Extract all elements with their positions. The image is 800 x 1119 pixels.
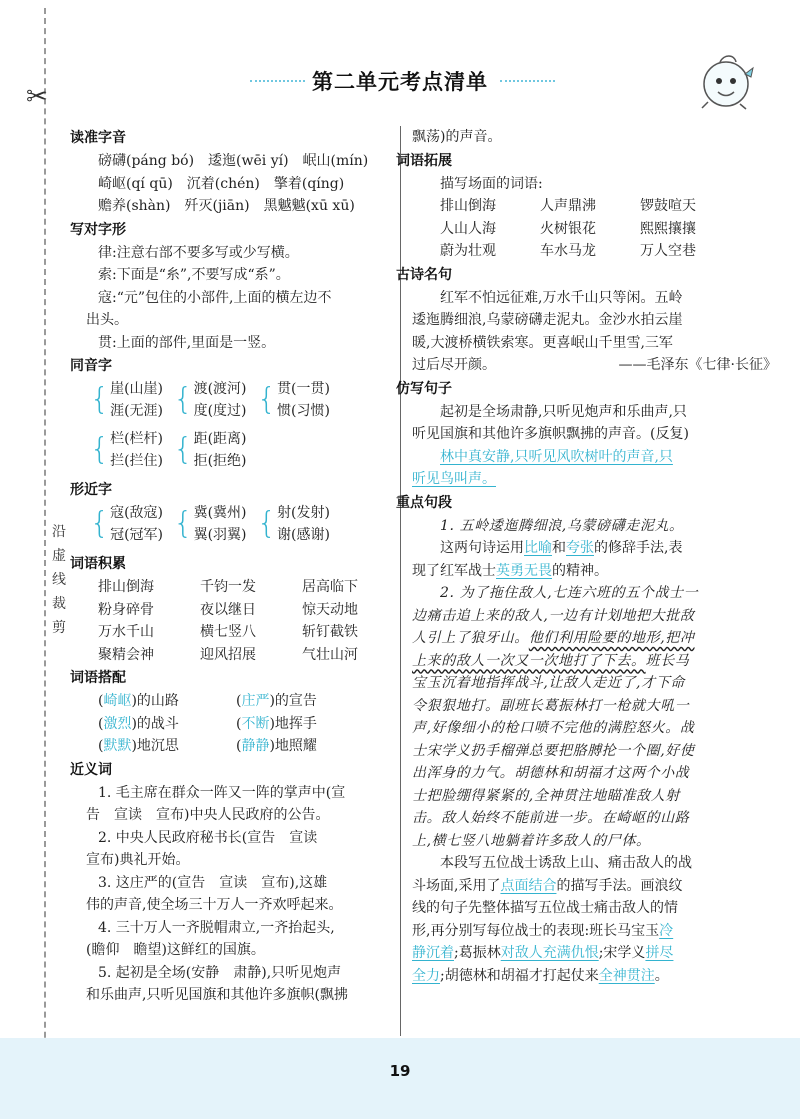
imitation-answer: 听见鸟叫声。 (412, 471, 496, 487)
homophone-pair: {距(距离) 拒(拒绝) (173, 431, 247, 469)
key-passage: 2. 为了拖住敌人,七连六班的五个战士一 (440, 585, 699, 601)
pronunciation-line: 崎岖(qí qū) 沉着(chén) 擎着(qíng) (98, 175, 345, 192)
imitation-line: 听见国旗和其他许多旗帜飘拂的声音。(反复) (412, 426, 689, 442)
key-analysis: 全力;胡德林和胡福才打起仗来全神贯注。 (412, 967, 669, 984)
key-passage: 士宋学义扔手榴弹总要把胳膊抡一个圈,好使 (412, 742, 695, 759)
vocab-row: 排山倒海 千钧一发 居高临下 (98, 579, 358, 595)
key-passage: 上,横七竖八地躺着许多敌人的尸体。 (412, 832, 651, 849)
key-passage: 人引上了狼牙山。他们利用险要的地形,把冲 (412, 630, 695, 646)
homophone-pair: {崖(山崖) 涯(无涯) (90, 381, 164, 419)
section-title: 词语拓展 (396, 152, 452, 169)
key-analysis: 这两句诗运用比喻和夸张的修辞手法,表 (440, 540, 683, 556)
poem-line: 红军不怕远征难,万水千山只等闲。五岭 (440, 289, 683, 306)
key-analysis: 现了红军战士英勇无畏的精神。 (412, 562, 608, 579)
similar-char-pair: {冀(冀州) 翼(羽翼) (173, 505, 247, 543)
section-title: 写对字形 (70, 221, 126, 238)
similar-char-row (86, 502, 394, 548)
synonym-line: 2. 中央人民政府秘书长(宣告 宣读 (98, 829, 318, 846)
synonym-line: 宣布)典礼开始。 (86, 852, 190, 868)
homophone-row (86, 378, 394, 424)
key-analysis: 本段写五位战士诱敌上山、痛击敌人的战 (440, 855, 692, 871)
section-title: 读准字音 (70, 130, 126, 146)
page-number: 19 (389, 1062, 411, 1080)
homophone-pair: {渡(渡河) 度(度过) (173, 381, 247, 419)
vocab-row: 聚精会神 迎风招展 气壮山河 (98, 646, 358, 663)
homophone-pair: {栏(栏杆) 拦(拦住) (90, 431, 164, 469)
continued-text: 飘荡)的声音。 (412, 129, 502, 145)
page-title: 第二单元考点清单 (312, 70, 488, 94)
header-dots-left (250, 80, 305, 82)
collocation-row: (激烈)的战斗 (不断)地挥手 (98, 715, 317, 732)
vocab-intro: 描写场面的词语: (440, 175, 543, 192)
vocab-row: 排山倒海 人声鼎沸 锣鼓喧天 (440, 198, 696, 214)
synonym-line: 伟的声音,使全场三十万人一齐欢呼起来。 (86, 897, 343, 913)
similar-char-pair: {寇(敌寇) 冠(冠军) (90, 505, 164, 543)
header (250, 62, 550, 102)
cut-line (44, 8, 46, 1108)
vocab-row: 万水千山 横七竖八 斩钉截铁 (98, 624, 358, 640)
vocab-row: 粉身碎骨 夜以继日 惊天动地 (98, 601, 358, 618)
collocation-row: (崎岖)的山路 (庄严)的宣告 (98, 693, 317, 709)
section-title: 词语积累 (70, 556, 126, 572)
key-analysis: 形,再分别写每位战士的表现:班长马宝玉冷 (412, 922, 674, 939)
key-passage: 击。敌人始终不能前进一步。在崎岖的山路 (412, 810, 690, 826)
homophone-pair: {贯(一贯) 惯(习惯) (256, 381, 330, 419)
vocab-row: 蔚为壮观 车水马龙 万人空巷 (440, 243, 696, 259)
synonym-line: 1. 毛主席在群众一阵又一阵的掌声中(宣 (98, 784, 346, 801)
section-title: 古诗名句 (396, 266, 452, 283)
key-passage: 上来的敌人一次又一次地打了下去。班长马 (412, 652, 690, 669)
cut-label: 沿虚线裁剪 (52, 524, 66, 636)
key-passage: 宝玉沉着地指挥战斗,让敌人走近了,才下命 (412, 675, 685, 691)
synonym-line: 和乐曲声,只听见国旗和其他许多旗帜(飘拂 (86, 987, 348, 1003)
key-passage: 士把脸绷得紧紧的,全神贯注地瞄准敌人射 (412, 787, 680, 804)
synonym-line: 4. 三十万人一齐脱帽肃立,一齐抬起头, (98, 919, 335, 936)
glyph-note: 寇:“元”包住的小部件,上面的横左边不 (98, 289, 332, 306)
section-title: 近义词 (70, 761, 112, 778)
mascot-icon (690, 52, 760, 112)
glyph-note: 律:注意右部不要多写或少写横。 (98, 244, 299, 261)
synonym-line: 告 宣读 宣布)中央人民政府的公告。 (86, 807, 330, 823)
homophone-row (86, 428, 394, 474)
left-column (70, 126, 394, 1007)
collocation-row: (默默)地沉思 (静静)地照耀 (98, 738, 317, 754)
poem-line: 暖,大渡桥横铁索寒。更喜岷山千里雪,三军 (412, 334, 673, 351)
key-sentence: 1. 五岭逶迤腾细浪,乌蒙磅礴走泥丸。 (440, 517, 684, 534)
section-title: 重点句段 (396, 494, 452, 511)
poem-line: 逶迤腾细浪,乌蒙磅礴走泥丸。金沙水拍云崖 (412, 312, 683, 328)
synonym-line: (瞻仰 瞻望)这鲜红的国旗。 (86, 942, 265, 958)
section-title: 词语搭配 (70, 670, 126, 686)
footer-wave (330, 1030, 470, 1060)
poem-attribution: ——毛泽东《七律·长征》 (618, 357, 777, 373)
pronunciation-line: 磅礴(páng bó) 逶迤(wēi yí) 岷山(mín) (98, 153, 369, 169)
pronunciation-line: 赡养(shàn) 歼灭(jiān) 黑魆魆(xū xū) (98, 198, 355, 214)
key-passage: 令狠狠地打。副班长葛振林打一枪就大吼一 (412, 697, 690, 714)
synonym-line: 3. 这庄严的(宣告 宣读 宣布),这雄 (98, 874, 328, 891)
imitation-line: 起初是全场肃静,只听见炮声和乐曲声,只 (440, 403, 687, 420)
imitation-answer: 林中真安静,只听见风吹树叶的声音,只 (440, 448, 673, 465)
similar-char-pair: {射(发射) 谢(感谢) (256, 505, 330, 543)
glyph-note: 贯:上面的部件,里面是一竖。 (98, 334, 276, 351)
section-title: 形近字 (70, 482, 112, 498)
glyph-note: 索:下面是“糸”,不要写成“系”。 (98, 267, 290, 283)
vocab-row: 人山人海 火树银花 熙熙攘攘 (440, 220, 696, 237)
right-column (396, 126, 777, 987)
glyph-note: 出头。 (86, 312, 128, 328)
key-analysis: 斗场面,采用了点面结合的描写手法。画浪纹 (412, 877, 683, 894)
poem-line: 过后尽开颜。 ——毛泽东《七律·长征》 (412, 354, 777, 377)
header-dots-right (500, 80, 555, 82)
synonym-line: 5. 起初是全场(安静 肃静),只听见炮声 (98, 964, 342, 981)
section-title: 同音字 (70, 358, 112, 374)
key-analysis: 静沉着;葛振林对敌人充满仇恨;宋学义拼尽 (412, 945, 674, 961)
key-passage: 出浑身的力气。胡德林和胡福才这两个小战 (412, 765, 690, 781)
key-passage: 边痛击追上来的敌人,一边有计划地把大批敌 (412, 607, 695, 624)
key-passage: 声,好像细小的枪口喷不完他的满腔怒火。战 (412, 720, 695, 736)
scissors-icon: ✂ (26, 82, 48, 112)
key-analysis: 线的句子先整体描写五位战士痛击敌人的情 (412, 900, 678, 916)
section-title: 仿写句子 (396, 380, 452, 397)
